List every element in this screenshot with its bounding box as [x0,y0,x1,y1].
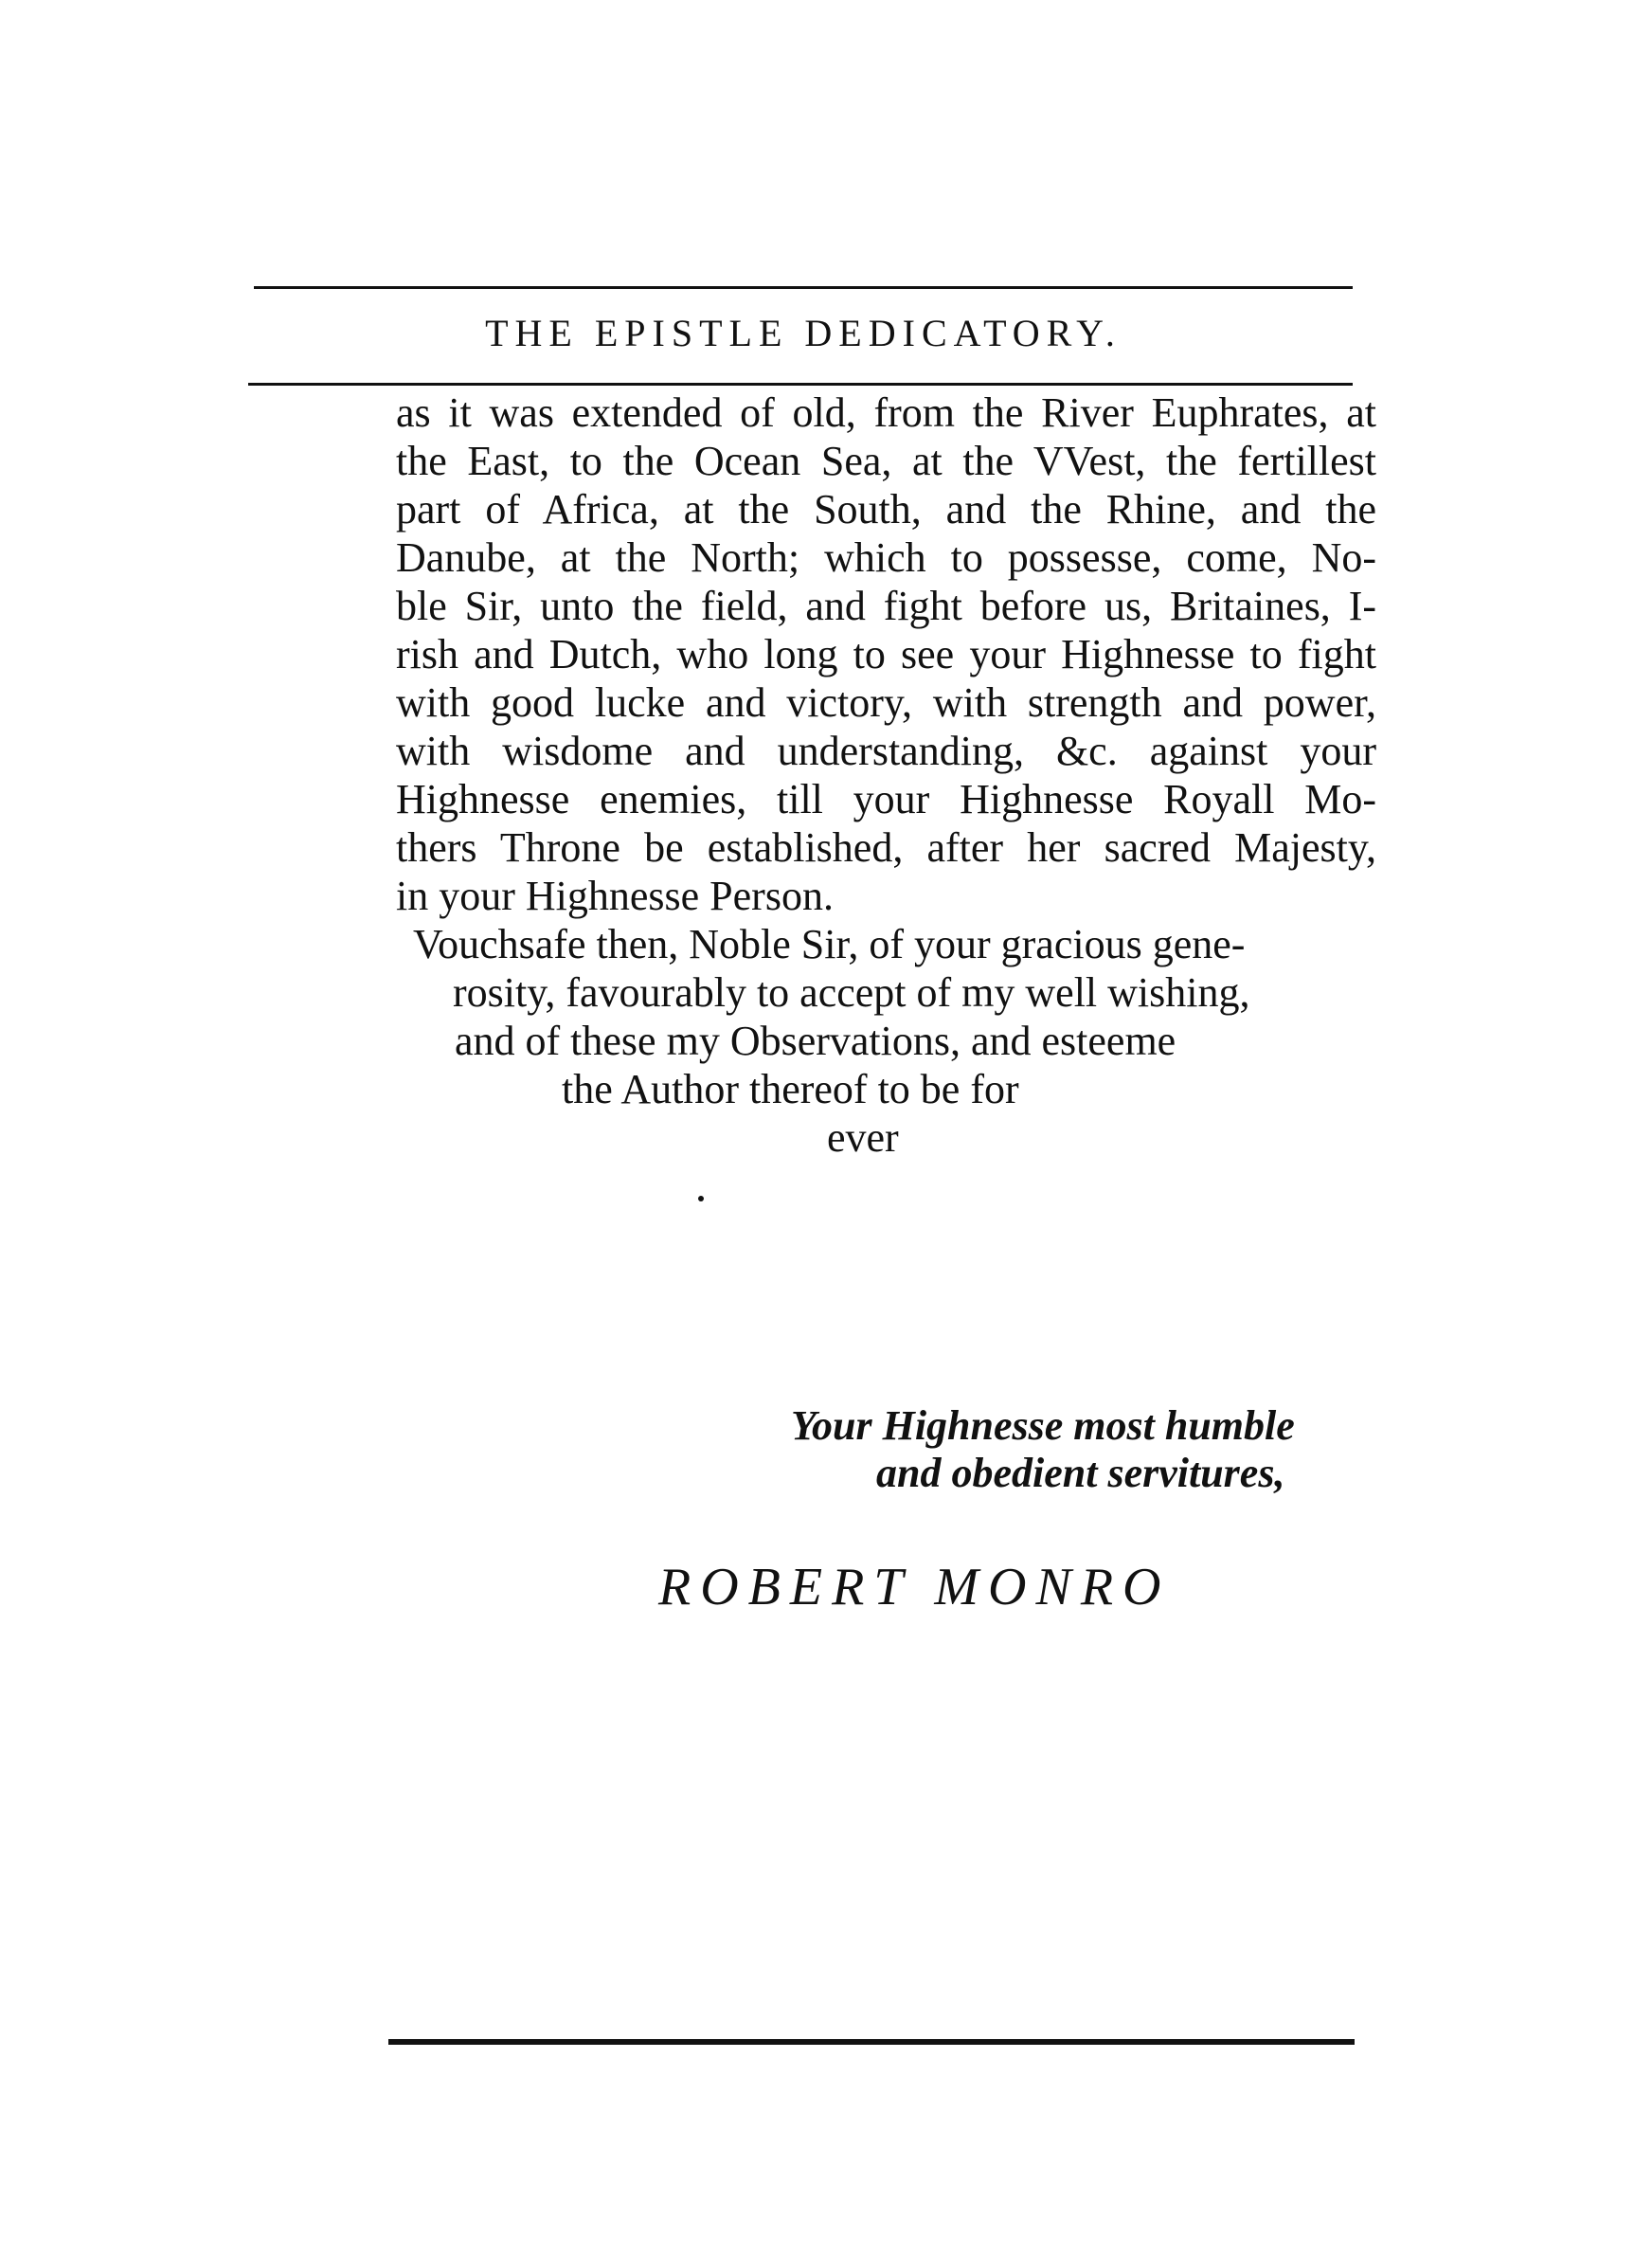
top-rule [254,286,1353,289]
text-line: in your Highnesse Person. [396,873,834,919]
text-line: Danube, at the North; which to possesse, come, No- [396,534,1376,581]
body-text [396,388,1376,1162]
printer-dot [698,1196,704,1201]
text-line: part of Africa, at the South, and the Rhine, and the [396,486,1376,533]
text-line: as it was extended of old, from the River Euphrates, at [396,389,1376,436]
text-line: with wisdome and understanding, &c. against your [396,728,1376,774]
text-line: ble Sir, unto the field, and fight before us, Britaines, I- [396,583,1376,629]
header-rule [248,383,1353,386]
closing-line: and obedient servitures, [876,1450,1285,1496]
text-line: with good lucke and victory, with strength and power, [396,679,1376,726]
text-line: Highnesse enemies, till your Highnesse Royall Mo- [396,776,1376,822]
text-line: Vouchsafe then, Noble Sir, of your gracious gene- [413,921,1246,967]
text-line: rish and Dutch, who long to see your Highnesse to fight [396,631,1376,677]
bottom-rule [388,2039,1355,2045]
text-line: the East, to the Ocean Sea, at the VVest, the fertillest [396,438,1376,484]
author-signature: ROBERT MONRO [658,1558,1171,1616]
running-header: THE EPISTLE DEDICATORY. [485,312,1122,354]
closing-line: Your Highnesse most humble [791,1402,1295,1449]
text-line: the Author thereof to be for [562,1066,1019,1112]
text-line: and of these my Observations, and esteeme [455,1018,1176,1064]
text-line: ever [827,1114,899,1161]
text-line: thers Throne be established, after her sacred Majesty, [396,824,1376,871]
text-line: rosity, favourably to accept of my well wishing, [453,969,1250,1016]
